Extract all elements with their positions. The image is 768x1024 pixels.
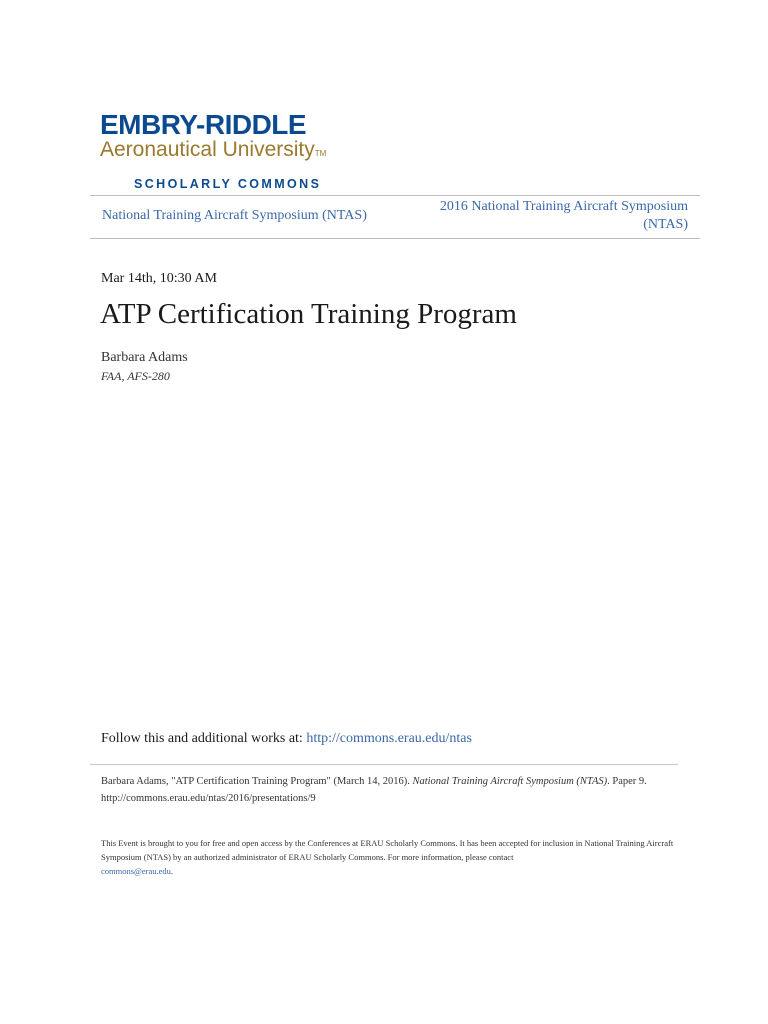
citation-block [101,773,681,807]
notice-text: This Event is brought to you for free and open access by the Conferences at ERAU Scholarly Commons. It has been accepted for inclusion in National Training Aircraft Symposium (NTAS) by an authorized administrator of ERAU Scholarly Commons. For more information, please contact [101,838,674,862]
author-affiliation: FAA, AFS-280 [101,369,170,383]
collection-nav [90,195,700,239]
event-date: Mar 14th, 10:30 AM [101,271,217,286]
citation-series: National Training Aircraft Symposium (NTAS) [412,776,608,787]
logo-trademark: TM [314,149,327,158]
citation-text: Barbara Adams, "ATP Certification Training Program" (March 14, 2016). [101,776,413,787]
follow-line [101,731,472,747]
event-series-link[interactable]: 2016 National Training Aircraft Symposium (NTAS) [439,199,688,232]
logo-subtitle [100,139,380,165]
follow-text: Follow this and additional works at: [101,731,307,746]
university-logo [100,110,380,191]
contact-email-link[interactable]: commons@erau.edu [101,866,171,876]
logo-wordmark: EMBRY-RIDDLE [100,109,307,140]
author-name: Barbara Adams [101,350,188,365]
citation-url: http://commons.erau.edu/ntas/2016/presentations/9 [101,793,316,804]
divider [90,764,678,765]
collection-link[interactable]: National Training Aircraft Symposium (NTAS) [102,208,367,223]
logo-scholarly-commons: SCHOLARLY COMMONS [134,177,322,191]
logo-subtitle-text: Aeronautical University [100,138,315,161]
notice-end: . [170,866,174,876]
access-notice [101,836,681,878]
page-title: ATP Certification Training Program [100,298,517,330]
follow-url-link[interactable]: http://commons.erau.edu/ntas [306,731,472,746]
citation-paper: . Paper 9. [607,776,647,787]
